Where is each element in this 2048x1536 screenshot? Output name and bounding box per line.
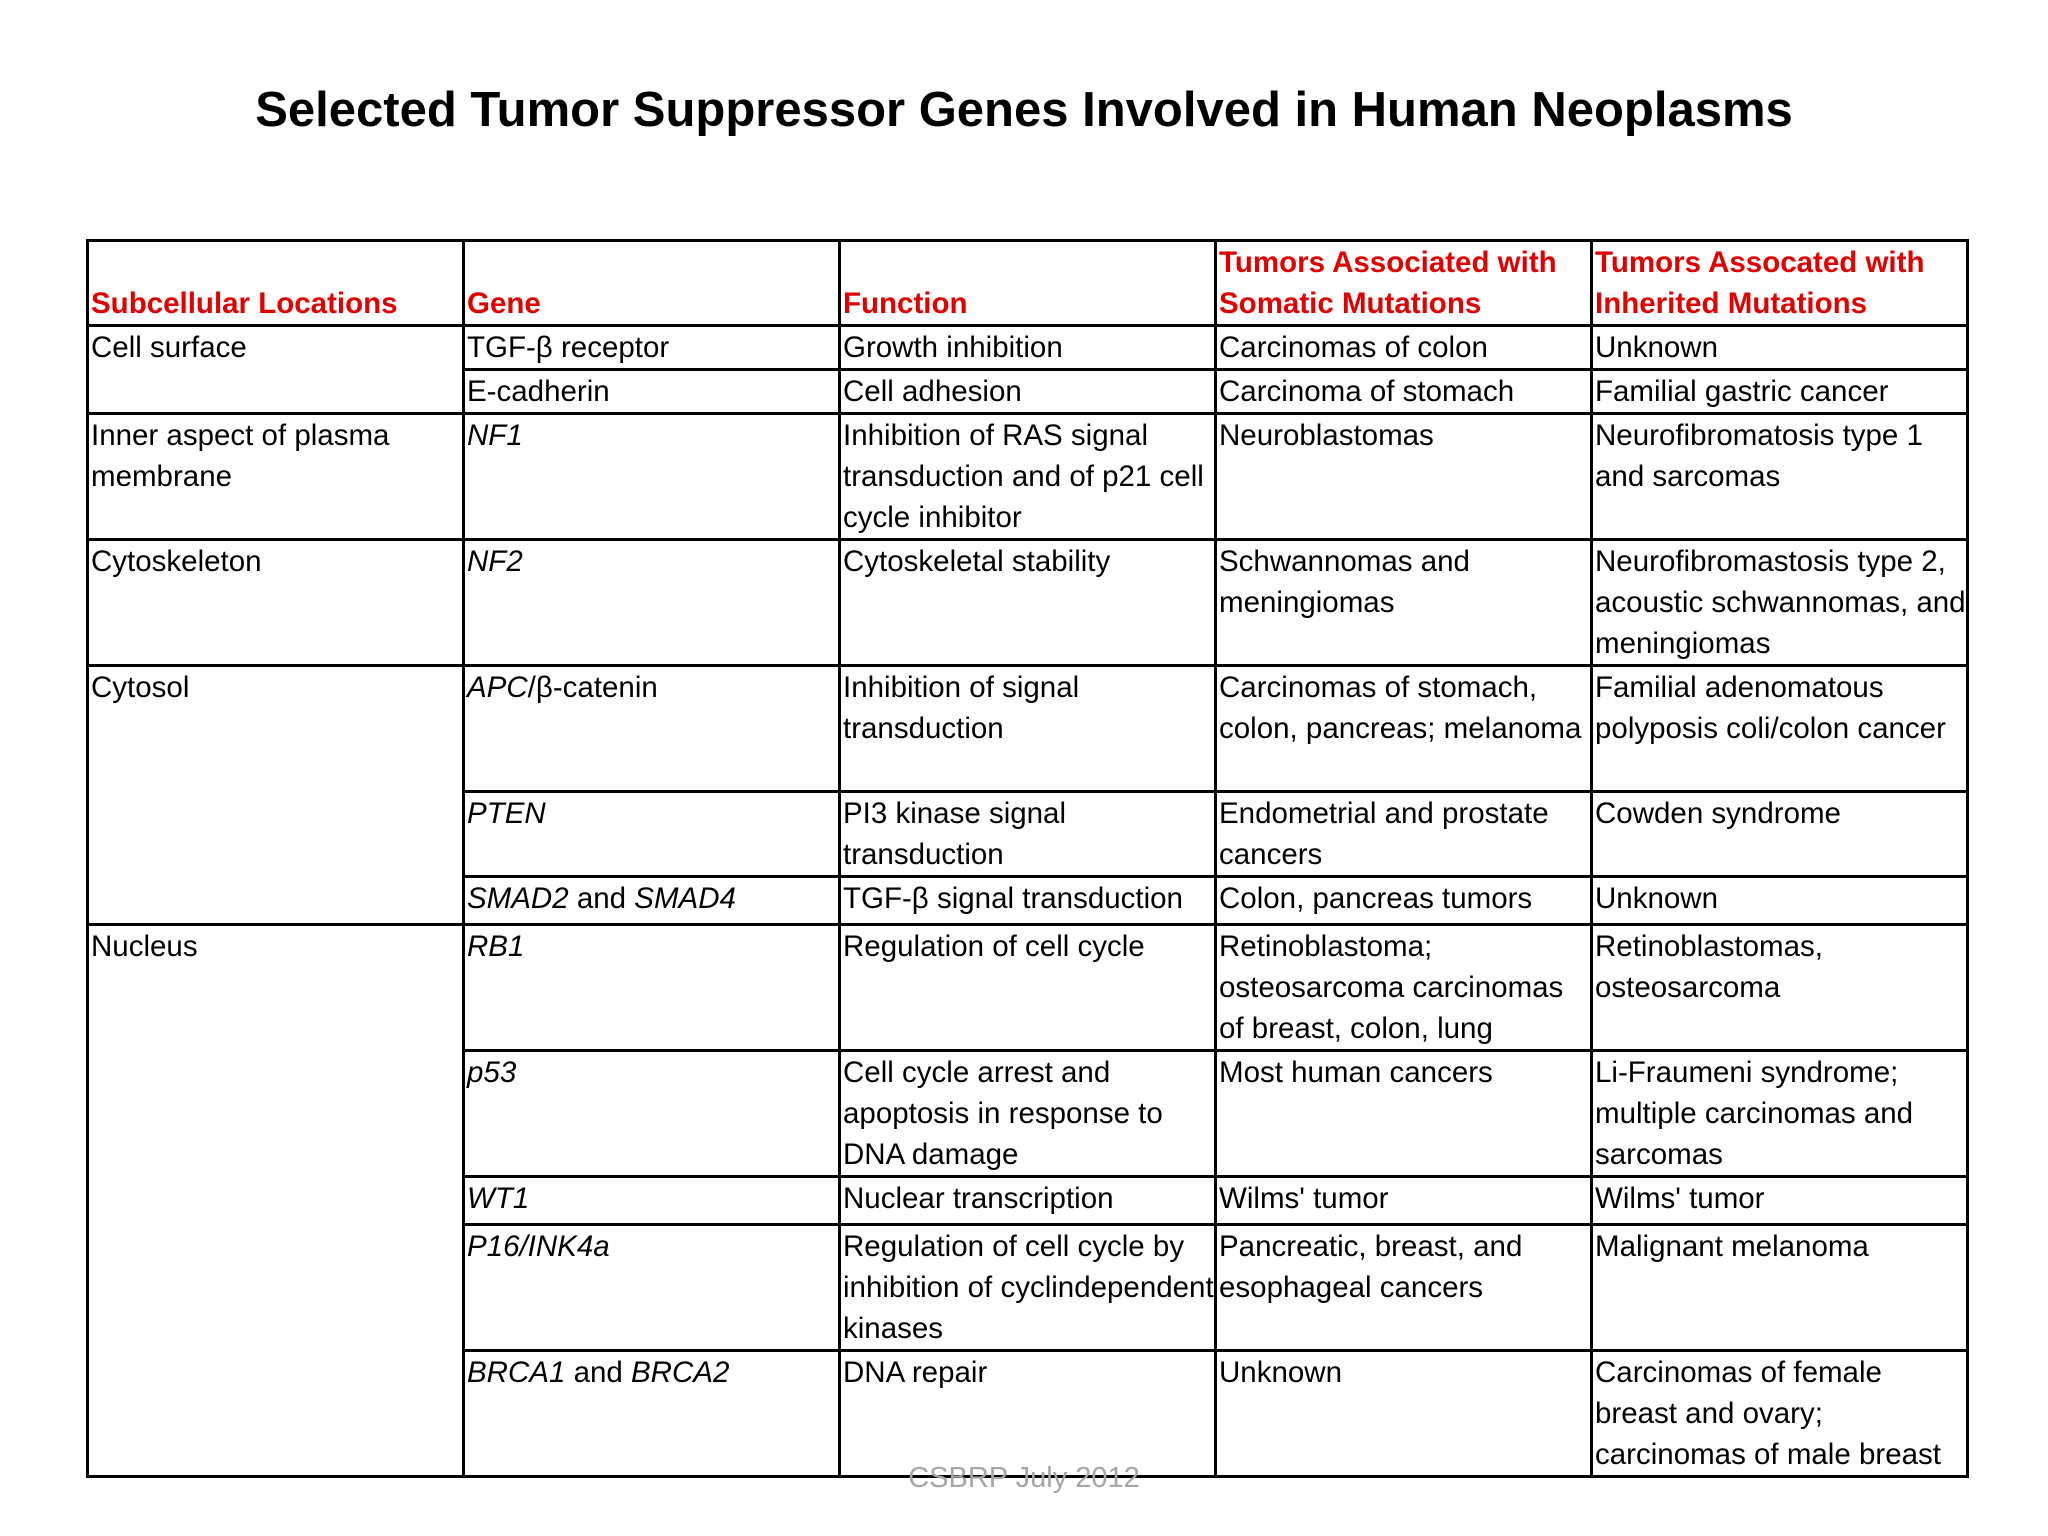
header-inherited-mutations: Tumors Assocated with Inherited Mutations <box>1592 241 1968 326</box>
gene-name-suffix: /β-catenin <box>527 671 658 704</box>
gene-cell <box>464 540 840 666</box>
gene-cell <box>464 792 840 877</box>
location-cell: Cytoskeleton <box>88 540 464 666</box>
gene-cell <box>464 370 840 414</box>
gene-name: WT1 <box>467 1182 530 1215</box>
somatic-cell: Endometrial and prostate cancers <box>1216 792 1592 877</box>
location-cell: Cytosol <box>88 666 464 925</box>
table-row <box>88 666 1968 792</box>
gene-cell <box>464 877 840 925</box>
inherited-cell: Neurofibromatosis type 1 and sarcomas <box>1592 414 1968 540</box>
gene-name-joiner: and <box>568 882 635 915</box>
somatic-cell: Schwannomas and meningiomas <box>1216 540 1592 666</box>
gene-cell <box>464 1051 840 1177</box>
inherited-cell: Neurofibromastosis type 2, acoustic schwannomas, and meningiomas <box>1592 540 1968 666</box>
gene-name: p53 <box>467 1056 517 1089</box>
table-row <box>88 925 1968 1051</box>
somatic-cell: Wilms' tumor <box>1216 1177 1592 1225</box>
inherited-cell: Li-Fraumeni syndrome; multiple carcinomas and sarcomas <box>1592 1051 1968 1177</box>
tumor-suppressor-table <box>86 239 1969 1478</box>
gene-cell <box>464 326 840 370</box>
function-cell: Inhibition of RAS signal transduction and of p21 cell cycle inhibitor <box>840 414 1216 540</box>
location-cell: Inner aspect of plasma membrane <box>88 414 464 540</box>
gene-name: NF2 <box>467 545 523 578</box>
gene-cell <box>464 925 840 1051</box>
header-function: Function <box>840 241 1216 326</box>
somatic-cell: Neuroblastomas <box>1216 414 1592 540</box>
gene-name: BRCA1 <box>467 1356 566 1389</box>
function-cell: DNA repair <box>840 1351 1216 1477</box>
header-subcellular-locations: Subcellular Locations <box>88 241 464 326</box>
function-cell: Growth inhibition <box>840 326 1216 370</box>
inherited-cell: Unknown <box>1592 877 1968 925</box>
inherited-cell: Wilms' tumor <box>1592 1177 1968 1225</box>
location-cell: Nucleus <box>88 925 464 1477</box>
inherited-cell: Malignant melanoma <box>1592 1225 1968 1351</box>
gene-cell <box>464 414 840 540</box>
header-gene: Gene <box>464 241 840 326</box>
gene-name: NF1 <box>467 419 523 452</box>
footer-text: CSBRP July 2012 <box>908 1462 1140 1494</box>
location-cell: Cell surface <box>88 326 464 414</box>
gene-name: BRCA2 <box>631 1356 730 1389</box>
gene-name: APC <box>467 671 528 704</box>
inherited-cell: Familial adenomatous polyposis coli/colon cancer <box>1592 666 1968 792</box>
somatic-cell: Carcinomas of colon <box>1216 326 1592 370</box>
somatic-cell: Retinoblastoma; osteosarcoma carcinomas of breast, colon, lung <box>1216 925 1592 1051</box>
inherited-cell: Carcinomas of female breast and ovary; carcinomas of male breast <box>1592 1351 1968 1477</box>
header-somatic-mutations: Tumors Associated with Somatic Mutations <box>1216 241 1592 326</box>
inherited-cell: Cowden syndrome <box>1592 792 1968 877</box>
function-cell: Regulation of cell cycle <box>840 925 1216 1051</box>
function-cell: PI3 kinase signal transduction <box>840 792 1216 877</box>
gene-name-joiner: and <box>565 1356 631 1389</box>
table-row <box>88 540 1968 666</box>
somatic-cell: Carcinoma of stomach <box>1216 370 1592 414</box>
somatic-cell: Unknown <box>1216 1351 1592 1477</box>
page-title: Selected Tumor Suppressor Genes Involved in Human Neoplasms <box>255 83 1793 137</box>
function-cell: Inhibition of signal transduction <box>840 666 1216 792</box>
gene-name: SMAD2 <box>467 882 569 915</box>
somatic-cell: Colon, pancreas tumors <box>1216 877 1592 925</box>
gene-name: RB1 <box>467 930 525 963</box>
somatic-cell: Carcinomas of stomach, colon, pancreas; melanoma <box>1216 666 1592 792</box>
function-cell: TGF-β signal transduction <box>840 877 1216 925</box>
gene-name: P16/INK4a <box>467 1230 610 1263</box>
table-row <box>88 326 1968 370</box>
table-header-row <box>88 241 1968 326</box>
gene-cell <box>464 1177 840 1225</box>
function-cell: Cell cycle arrest and apoptosis in response to DNA damage <box>840 1051 1216 1177</box>
function-cell: Cytoskeletal stability <box>840 540 1216 666</box>
gene-cell <box>464 1351 840 1477</box>
gene-name: TGF-β receptor <box>467 331 670 364</box>
gene-cell <box>464 1225 840 1351</box>
somatic-cell: Pancreatic, breast, and esophageal cancers <box>1216 1225 1592 1351</box>
gene-name: E-cadherin <box>467 375 610 408</box>
inherited-cell: Unknown <box>1592 326 1968 370</box>
gene-name: PTEN <box>467 797 546 830</box>
somatic-cell: Most human cancers <box>1216 1051 1592 1177</box>
function-cell: Cell adhesion <box>840 370 1216 414</box>
gene-name: SMAD4 <box>634 882 736 915</box>
function-cell: Nuclear transcription <box>840 1177 1216 1225</box>
inherited-cell: Retinoblastomas, osteosarcoma <box>1592 925 1968 1051</box>
gene-cell <box>464 666 840 792</box>
inherited-cell: Familial gastric cancer <box>1592 370 1968 414</box>
function-cell: Regulation of cell cycle by inhibition of cyclindependent kinases <box>840 1225 1216 1351</box>
table-row <box>88 414 1968 540</box>
